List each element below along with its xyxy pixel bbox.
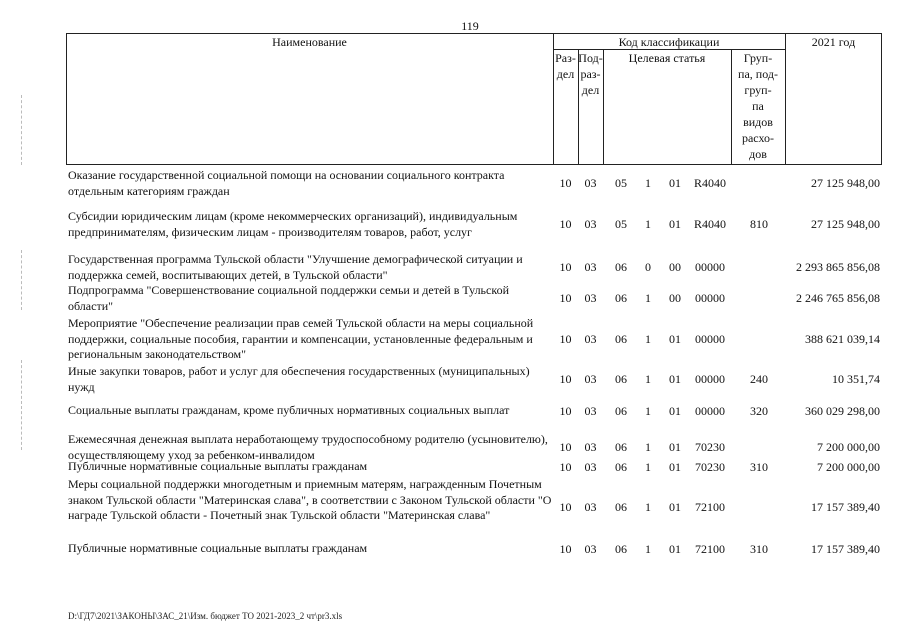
table-row bbox=[66, 403, 882, 420]
table-row bbox=[66, 459, 882, 476]
row-name: Публичные нормативные социальные выплаты гражданам bbox=[68, 459, 368, 473]
row-code-c1: 06 bbox=[615, 542, 627, 556]
row-code-c1: 06 bbox=[615, 372, 627, 386]
row-name: Субсидии юридическим лицам (кроме некоммерческих организаций), индивидуальным предпринимателям, физическим лицам - производителям товаров, работ, услуг bbox=[68, 209, 518, 239]
row-code-c3: 01 bbox=[669, 460, 681, 474]
row-code-c2: 1 bbox=[645, 217, 651, 231]
row-amount: 27 125 948,00 bbox=[811, 217, 880, 231]
row-code-razdel: 10 bbox=[559, 332, 572, 346]
row-amount: 7 200 000,00 bbox=[817, 440, 880, 454]
table-row bbox=[66, 283, 882, 314]
row-code-c1: 06 bbox=[615, 440, 627, 454]
row-code-c3: 01 bbox=[669, 176, 681, 190]
column-target-article-header: Целевая статья bbox=[628, 51, 706, 65]
table-row bbox=[66, 541, 882, 558]
row-code-c4: 00000 bbox=[695, 291, 725, 305]
row-code-podrazdel: 03 bbox=[584, 176, 597, 190]
page-number: 119 bbox=[461, 19, 479, 33]
row-code-podrazdel: 03 bbox=[584, 217, 597, 231]
row-amount: 2 293 865 856,08 bbox=[796, 260, 880, 274]
row-code-c3: 01 bbox=[669, 372, 681, 386]
row-code-c3: 01 bbox=[669, 404, 681, 418]
column-expense-type-header: Груп- па, под- груп- па видов расхо- дов bbox=[738, 51, 778, 161]
row-code-vid: 310 bbox=[750, 542, 768, 556]
row-code-vid: 810 bbox=[750, 217, 768, 231]
row-name: Иные закупки товаров, работ и услуг для обеспечения государственных (муниципальных) нужд bbox=[68, 364, 530, 394]
row-code-c3: 00 bbox=[669, 260, 681, 274]
row-code-razdel: 10 bbox=[559, 291, 572, 305]
row-name: Социальные выплаты гражданам, кроме публичных нормативных социальных выплат bbox=[68, 403, 510, 417]
row-name: Мероприятие "Обеспечение реализации прав семей Тульской области на меры социальной поддержки, социальные пособия, гарантии и компенсации, установленные федеральным и региональным законодательством" bbox=[68, 316, 534, 361]
row-name: Ежемесячная денежная выплата неработающему трудоспособному родителю (усыновителю), осуществляющему уход за ребенком-инвалидом bbox=[68, 432, 548, 462]
row-code-c1: 06 bbox=[615, 291, 627, 305]
row-code-c4: 70230 bbox=[695, 440, 725, 454]
row-code-c2: 1 bbox=[645, 440, 651, 454]
table-header bbox=[66, 33, 882, 165]
row-code-c4: 00000 bbox=[695, 332, 725, 346]
row-code-razdel: 10 bbox=[559, 372, 572, 386]
row-code-podrazdel: 03 bbox=[584, 460, 597, 474]
row-code-podrazdel: 03 bbox=[584, 500, 597, 514]
row-code-c1: 06 bbox=[615, 460, 627, 474]
row-code-podrazdel: 03 bbox=[584, 372, 597, 386]
row-code-razdel: 10 bbox=[559, 404, 572, 418]
row-code-c2: 1 bbox=[645, 372, 651, 386]
row-code-c1: 06 bbox=[615, 500, 627, 514]
row-code-c2: 1 bbox=[645, 542, 651, 556]
row-name: Оказание государственной социальной помощи на основании социального контракта отдельным категориям граждан bbox=[68, 168, 505, 198]
row-name: Подпрограмма "Совершенствование социальной поддержки семьи и детей в Тульской области" bbox=[68, 283, 509, 313]
row-name: Государственная программа Тульской области "Улучшение демографической ситуации и поддержка семей, воспитывающих детей, в Тульской области" bbox=[68, 252, 523, 282]
row-amount: 360 029 298,00 bbox=[805, 404, 880, 418]
row-code-razdel: 10 bbox=[559, 217, 572, 231]
table-row bbox=[66, 252, 882, 283]
row-amount: 388 621 039,14 bbox=[805, 332, 880, 346]
row-code-c3: 01 bbox=[669, 217, 681, 231]
table-row bbox=[66, 168, 882, 199]
row-code-c3: 01 bbox=[669, 332, 681, 346]
row-code-c4: R4040 bbox=[693, 176, 726, 190]
row-code-razdel: 10 bbox=[559, 460, 572, 474]
row-code-c1: 06 bbox=[615, 332, 627, 346]
row-code-podrazdel: 03 bbox=[584, 440, 597, 454]
row-code-c2: 0 bbox=[645, 260, 651, 274]
row-code-c2: 1 bbox=[645, 332, 651, 346]
row-code-c2: 1 bbox=[645, 500, 651, 514]
row-code-podrazdel: 03 bbox=[584, 332, 597, 346]
row-code-razdel: 10 bbox=[559, 440, 572, 454]
row-code-podrazdel: 03 bbox=[584, 260, 597, 274]
row-name: Меры социальной поддержки многодетным и приемным матерям, награжденным Почетным знаком Тульской области "Материнская слава", в соответствии с Законом Тульской области "О награде Тульской области - Почетный знак Тульской области "Материнская слава" bbox=[68, 477, 552, 522]
file-path-footer: D:\ГД7\2021\ЗАКОНЫ\ЗАС_21\Изм. бюджет ТО 2021-2023_2 чт\pr3.xls bbox=[68, 611, 343, 621]
row-amount: 2 246 765 856,08 bbox=[796, 291, 880, 305]
row-amount: 27 125 948,00 bbox=[811, 176, 880, 190]
row-code-c4: 70230 bbox=[695, 460, 725, 474]
row-code-c1: 06 bbox=[615, 404, 627, 418]
column-subsection-header: Под- раз- дел bbox=[578, 51, 603, 97]
table-row bbox=[66, 477, 882, 539]
column-year-header: 2021 год bbox=[811, 35, 856, 49]
table-row bbox=[66, 209, 882, 240]
row-code-podrazdel: 03 bbox=[584, 291, 597, 305]
column-name-header: Наименование bbox=[272, 35, 347, 49]
margin-mark bbox=[21, 95, 22, 165]
margin-mark bbox=[21, 360, 22, 450]
row-code-c2: 1 bbox=[645, 176, 651, 190]
row-code-c3: 01 bbox=[669, 440, 681, 454]
row-code-c4: 00000 bbox=[695, 404, 725, 418]
row-code-c4: 72100 bbox=[695, 500, 725, 514]
row-code-c1: 05 bbox=[615, 217, 627, 231]
row-code-c4: 72100 bbox=[695, 542, 725, 556]
row-code-c3: 00 bbox=[669, 291, 681, 305]
row-code-c3: 01 bbox=[669, 500, 681, 514]
row-code-podrazdel: 03 bbox=[584, 404, 597, 418]
row-code-c1: 06 bbox=[615, 260, 627, 274]
row-amount: 10 351,74 bbox=[832, 372, 880, 386]
row-code-c4: R4040 bbox=[693, 217, 726, 231]
row-code-c2: 1 bbox=[645, 460, 651, 474]
row-code-razdel: 10 bbox=[559, 542, 572, 556]
table-row bbox=[66, 316, 882, 363]
row-code-c3: 01 bbox=[669, 542, 681, 556]
row-code-razdel: 10 bbox=[559, 260, 572, 274]
row-code-c2: 1 bbox=[645, 291, 651, 305]
row-code-vid: 310 bbox=[750, 460, 768, 474]
column-section-header: Раз- дел bbox=[555, 51, 576, 81]
row-code-vid: 240 bbox=[750, 372, 768, 386]
row-code-c2: 1 bbox=[645, 404, 651, 418]
row-amount: 7 200 000,00 bbox=[817, 460, 880, 474]
row-code-razdel: 10 bbox=[559, 500, 572, 514]
row-code-podrazdel: 03 bbox=[584, 542, 597, 556]
margin-mark bbox=[21, 250, 22, 310]
row-amount: 17 157 389,40 bbox=[811, 500, 880, 514]
row-code-c4: 00000 bbox=[695, 260, 725, 274]
column-code-header: Код классификации bbox=[618, 35, 720, 49]
row-code-c4: 00000 bbox=[695, 372, 725, 386]
row-code-c1: 05 bbox=[615, 176, 627, 190]
row-name: Публичные нормативные социальные выплаты гражданам bbox=[68, 541, 368, 555]
row-code-razdel: 10 bbox=[559, 176, 572, 190]
row-amount: 17 157 389,40 bbox=[811, 542, 880, 556]
row-code-vid: 320 bbox=[750, 404, 768, 418]
table-row bbox=[66, 364, 882, 395]
